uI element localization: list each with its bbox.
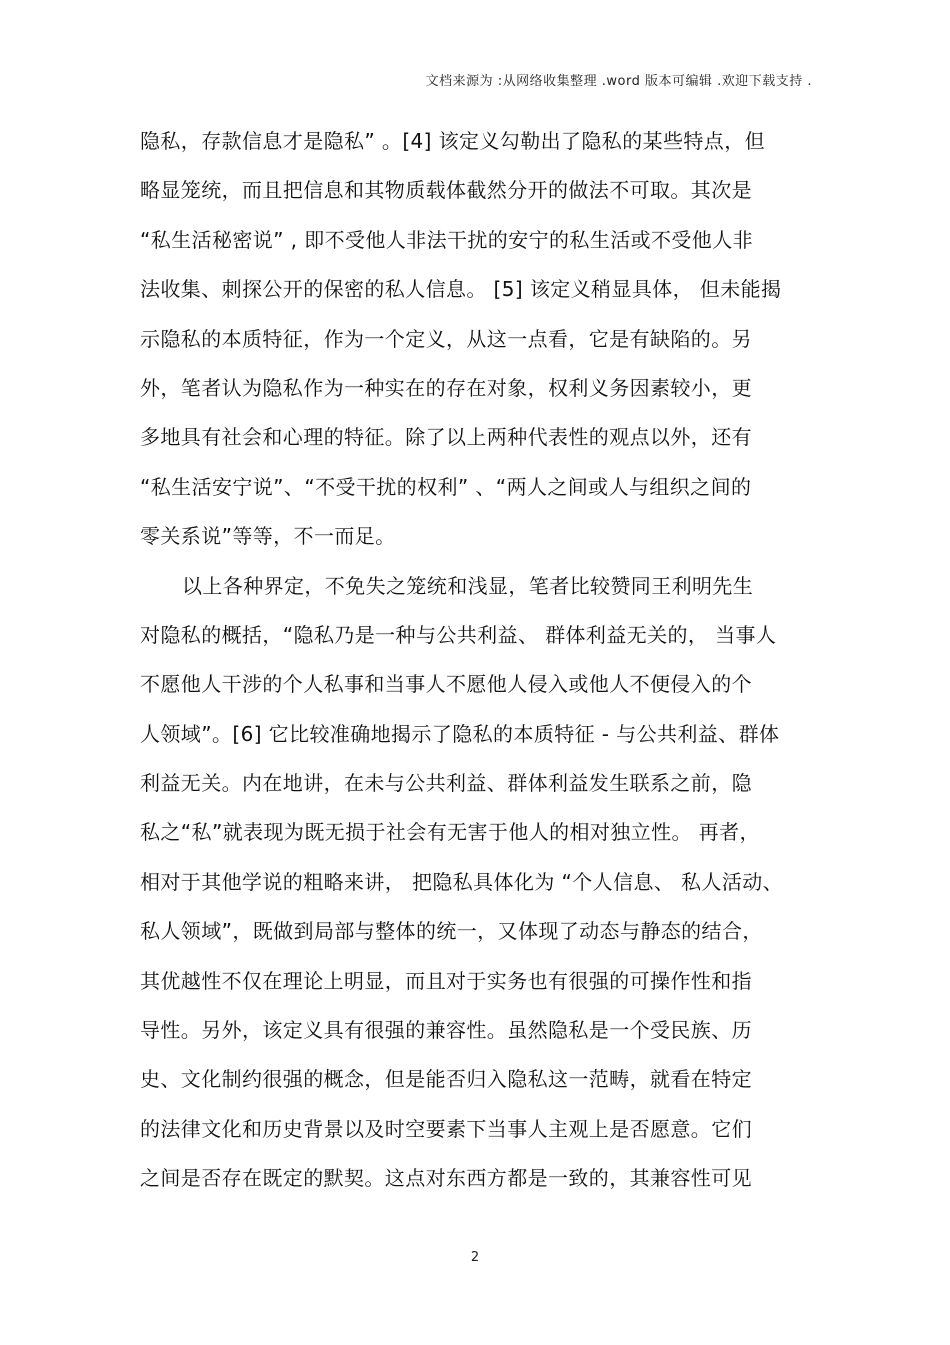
text-line: 之间是否存在既定的默契。这点对东西方都是一致的，其兼容性可见 (140, 1166, 752, 1191)
text-line: 示隐私的本质特征，作为一个定义，从这一点看，它是有缺陷的。另 (140, 326, 752, 351)
document-body (140, 124, 820, 1211)
text-line: 法收集、刺探公开的保密的私人信息。 [5] 该定义稍显具体， 但未能揭 (140, 277, 782, 302)
text-line: 外，笔者认为隐私作为一种实在的存在对象，权利义务因素较小，更 (140, 375, 752, 400)
text-line: 其优越性不仅在理论上明显，而且对于实务也有很强的可操作性和指 (140, 968, 752, 993)
text-line: “私生活安宁说”、“不受干扰的权利” 、“两人之间或人与组织之间的 (140, 474, 752, 499)
page-number: 2 (470, 1250, 480, 1265)
text-line: 史、文化制约很强的概念，但是能否归入隐私这一范畴，就看在特定 (140, 1067, 752, 1092)
text-line: 多地具有社会和心理的特征。除了以上两种代表性的观点以外，还有 (140, 425, 752, 450)
text-line: 零关系说”等等，不一而足。 (140, 524, 396, 549)
text-line: 的法律文化和历史背景以及时空要素下当事人主观上是否愿意。它们 (140, 1116, 752, 1141)
text-line: 人领域”。[6] 它比较准确地揭示了隐私的本质特征 - 与公共利益、群体 (140, 721, 780, 746)
page-header: 文档来源为 :从网络收集整理 .word 版本可编辑 .欢迎下载支持 . (425, 74, 812, 89)
text-line: 不愿他人干涉的个人私事和当事人不愿他人侵入或他人不便侵入的个 (140, 672, 752, 697)
text-line: “私生活秘密说” , 即不受他人非法干扰的安宁的私生活或不受他人非 (140, 227, 753, 252)
text-line: 私之“私”就表现为既无损于社会有无害于他人的相对独立性。 再者， (140, 820, 760, 845)
paragraph-first-line: 以上各种界定，不免失之笼统和浅显，笔者比较赞同王利明先生 (182, 573, 754, 598)
text-line: 相对于其他学说的粗略来讲， 把隐私具体化为 “个人信息、 私人活动、 (140, 869, 784, 894)
text-line: 利益无关。内在地讲，在未与公共利益、群体利益发生联系之前，隐 (140, 771, 752, 796)
text-line: 私人领域”，既做到局部与整体的统一，又体现了动态与静态的结合， (140, 919, 763, 944)
text-line: 对隐私的概括，“隐私乃是一种与公共利益、 群体利益无关的， 当事人 (140, 622, 777, 647)
text-line: 导性。另外，该定义具有很强的兼容性。虽然隐私是一个受民族、历 (140, 1018, 752, 1043)
text-line: 隐私，存款信息才是隐私” 。[4] 该定义勾勒出了隐私的某些特点，但 (140, 129, 766, 153)
text-line: 略显笼统，而且把信息和其物质载体截然分开的做法不可取。其次是 (140, 178, 752, 203)
